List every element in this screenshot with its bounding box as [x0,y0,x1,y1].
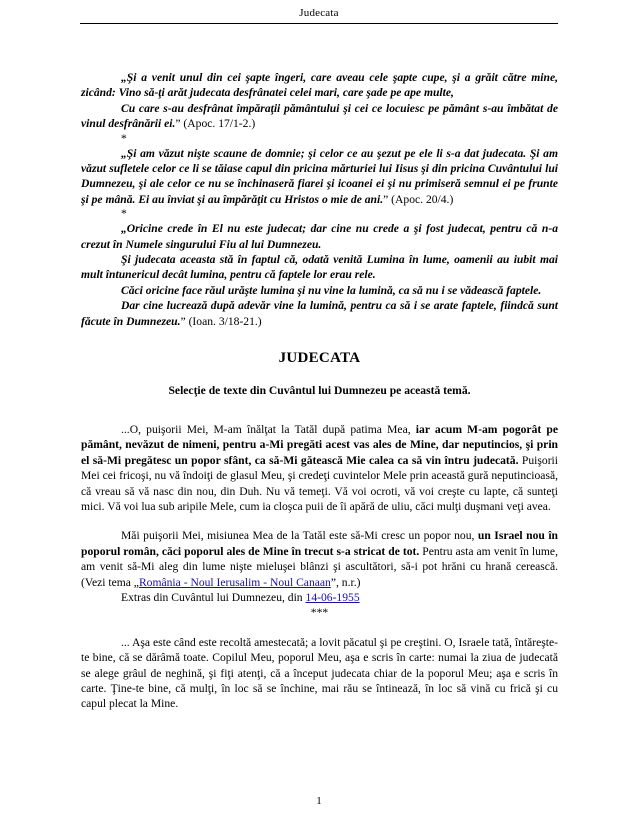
paragraph-1-bold: iar acum M-am pogorât pe pământ, nevăzut de nimeni, pentru a-Mi pregăti acest vas ales de Mine, dar neputincios, şi prin el să-Mi pregătesc un popor sfânt, ca să-Mi gătească Mie calea ca să vin întru judecată. [81,422,558,467]
document-body [81,70,558,712]
quote-ioan-3-p4 [81,298,558,329]
paragraph-1-rest: Puişorii Mei cei fricoşi, nu vă îndoiţi de glasul Meu, şi credeţi cuvintelor Mele prin această gură neputincioasă, că vreau să vă nasc din nou, din Duh. Nu vă temeţi. Vă voi ocroti, vă voi creşte cu lapte, că sunteţi mici. Vă voi lua sub aripile Mele, cum ia cloşca puii de îi apără de uliu, căci mulţi duşmani veţi avea. [81,453,558,513]
paragraph-2-rest: Pentru asta am venit în lume, am venit să-Mi aleg din lume nişte mieluşei blânzi şi ascultători, să-i pot hrăni cu hrană cerească. (Vezi tema „ [81,544,558,589]
quote-apoc-17-reference: ” (Apoc. 17/1-2.) [175,117,256,131]
spacer [81,621,558,635]
quote-apoc-20 [81,146,558,208]
paragraph-3: ... Aşa este când este recoltă amestecată; a lovit păcatul şi pe creştini. O, Israele tată, întăreşte-te bine, că se dărâmă toate. Copilul Meu, poporul Meu, aşa e scris în carte: numai la ziua de judecată se alege grâul de neghină, şi fiţi atenţi, că a început judecata chiar de la poporul Meu; aşa e scris în carte. Ţine-te bine, că mulţi, în loc să se închine, mai rău se întinează, în loc să vină cu frică şi cu capul plecat la Mine. [81,635,558,711]
page-subtitle: Selecţie de texte din Cuvântul lui Dumnezeu pe această temă. [168,383,471,397]
paragraph-2-intro: Măi puişorii Mei, misiunea Mea de la Tatăl este să-Mi cresc un popor nou, [121,529,478,543]
paragraph-2-end: ”, n.r.) [330,575,361,589]
theme-link[interactable]: România - Noul Ierusalim - Noul Canaan [138,575,331,589]
quote-apoc-20-text: „Şi am văzut nişte scaune de domnie; şi celor ce au şezut pe ele li s-a dat judecata. Şi am văzut sufletele celor ce li se tăiase capul din pricina mărturiei lui Iisus şi din pricina Cuvântului lui Dumnezeu, şi ale celor ce nu se închinaseră fiarei şi icoanei ei şi nu primiseră semnul ei pe frunte şi pe mână. Ei au înviat şi au împărăţit cu Hristos o mie de ani. [81,146,558,206]
quote-apoc-17-part1: „Şi a venit unul din cei şapte îngeri, care aveau cele şapte cupe, şi a grăit către mine, zicând: Vino să-ţi arăt judecata desfrânatei celei mari, care şade pe ape multe, [81,71,558,100]
quote-ioan-3-p2: Şi judecata aceasta stă în faptul că, odată venită Lumina în lume, oamenii au iubit mai mult întunericul decât lumina, pentru că faptele lor erau rele. [81,253,558,282]
header-divider [80,23,558,24]
extract-label: Extras din Cuvântul lui Dumnezeu, din [121,590,306,604]
quote-apoc-20-reference: ” (Apoc. 20/4.) [383,192,454,206]
section-stars: *** [310,606,329,620]
quote-ioan-3-p4-text: Dar cine lucrează după adevăr vine la lumină, pentru ca să i se arate faptele, fiindcă sunt făcute în Dumnezeu. [81,299,558,328]
paragraph-2 [81,528,558,590]
extract-source [81,590,558,605]
page-number: 1 [316,795,322,807]
quote-ioan-3-p1: „Oricine crede în El nu este judecat; dar cine nu crede a şi fost judecat, pentru că n-a crezut în Numele singurului Fiu al lui Dumnezeu. [81,222,558,251]
running-header: Judecata [299,7,339,19]
page-title: JUDECATA [278,350,361,367]
quote-ioan-3-p3: Căci oricine face răul urăşte lumina şi nu vine la lumină, ca să nu i se vădească faptele. [121,283,542,297]
paragraph-2-bold: un Israel nou în poporul român, căci poporul ales de Mine în trecut s-a stricat de tot. [81,529,558,558]
quote-apoc-17-text: Cu care s-au desfrânat împăraţii pământului şi cei ce locuiesc pe pământ s-au îmbătat de vinul desfrânării ei. [81,101,558,131]
separator-asterisk: * [121,207,127,221]
paragraph-1-intro: ...O, puişorii Mei, M-am înălţat la Tatăl după patima Mea, [121,422,416,436]
spacer [81,398,558,422]
separator-asterisk: * [121,131,127,145]
spacer [81,514,558,528]
quote-apoc-17-part2 [81,101,558,132]
extract-date-link[interactable]: 14-06-1955 [305,590,360,604]
quote-ioan-3-reference: ” (Ioan. 3/18-21.) [180,314,262,328]
paragraph-1 [81,422,558,514]
